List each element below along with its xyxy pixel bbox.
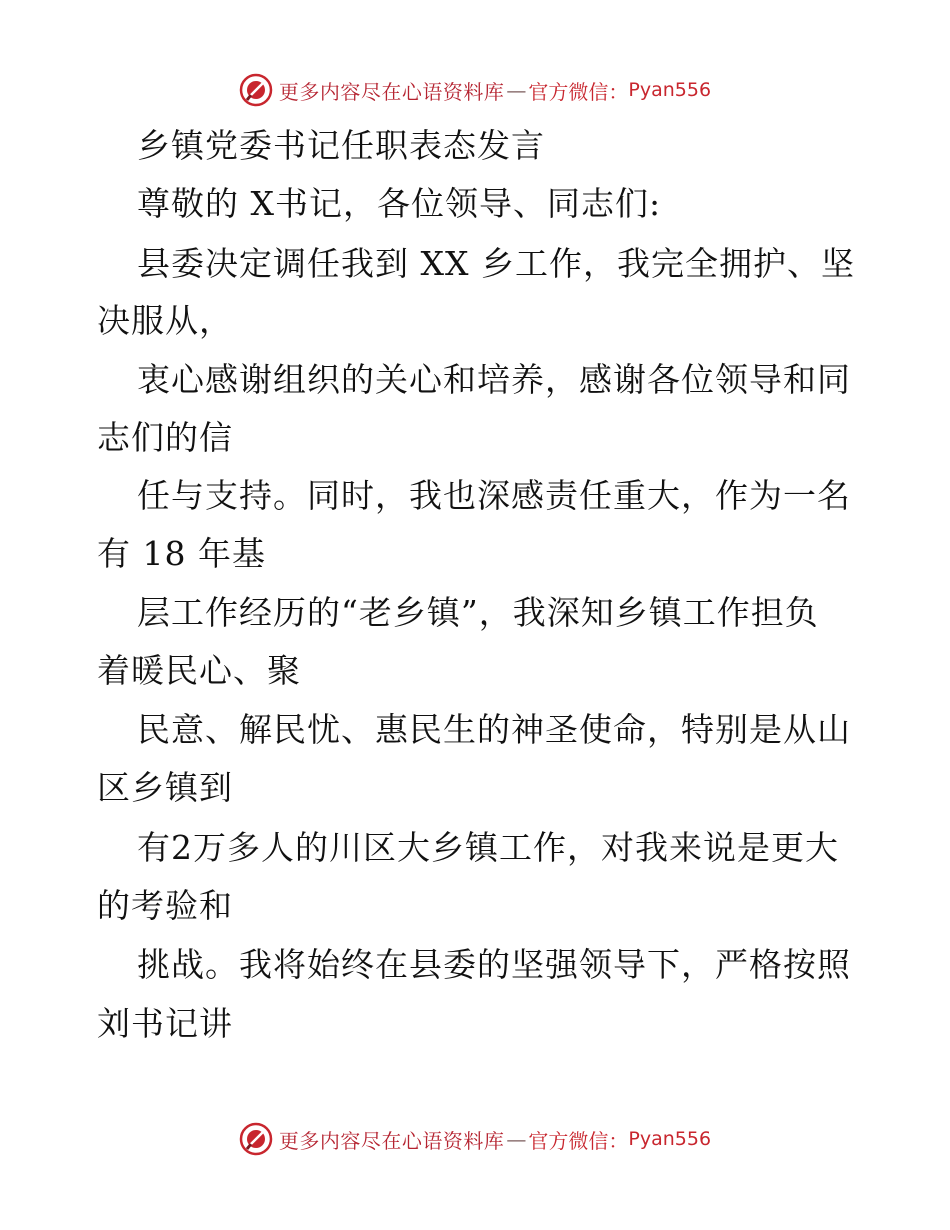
text-line: 挑战。我将始终在县委的坚强领导下，严格按照: [137, 945, 851, 984]
text-line: 县委决定调任我到 XX 乡工作，我完全拥护、坚: [137, 244, 855, 283]
header-watermark: [0, 70, 950, 110]
document-title: 乡镇党委书记任职表态发言: [137, 126, 545, 165]
text-line: 的考验和: [97, 886, 233, 925]
watermark-wechat-id: Pyan556: [628, 1128, 712, 1150]
text-line: 任与支持。同时，我也深感责任重大，作为一名: [137, 476, 851, 515]
seal-logo-icon: [239, 1122, 273, 1156]
text-line: 有2万多人的川区大乡镇工作，对我来说是更大: [137, 828, 839, 867]
watermark-separator: —: [506, 78, 527, 102]
watermark-sub-text: 官方微信：: [528, 79, 629, 104]
watermark-main-text: 更多内容尽在心语资料库: [278, 1128, 505, 1153]
footer-watermark: [0, 1119, 950, 1159]
watermark-wechat-id: Pyan556: [628, 79, 712, 101]
text-line: 民意、解民忧、惠民生的神圣使命，特别是从山: [137, 710, 851, 749]
watermark-separator: —: [506, 1127, 527, 1151]
text-line: 刘书记讲: [97, 1004, 233, 1043]
text-line: 决服从，: [97, 301, 233, 340]
watermark-sub-text: 官方微信：: [528, 1128, 629, 1153]
seal-logo-icon: [239, 73, 273, 107]
text-line: 衷心感谢组织的关心和培养，感谢各位领导和同: [137, 360, 851, 399]
text-line: 区乡镇到: [97, 768, 233, 807]
text-line: 层工作经历的“老乡镇”，我深知乡镇工作担负: [137, 593, 819, 632]
text-line: 着暖民心、聚: [97, 651, 301, 690]
watermark-main-text: 更多内容尽在心语资料库: [278, 79, 505, 104]
text-line: 有 18 年基: [97, 534, 266, 573]
text-line: 志们的信: [97, 418, 233, 457]
salutation-line: 尊敬的 X书记，各位领导、同志们:: [137, 184, 662, 223]
